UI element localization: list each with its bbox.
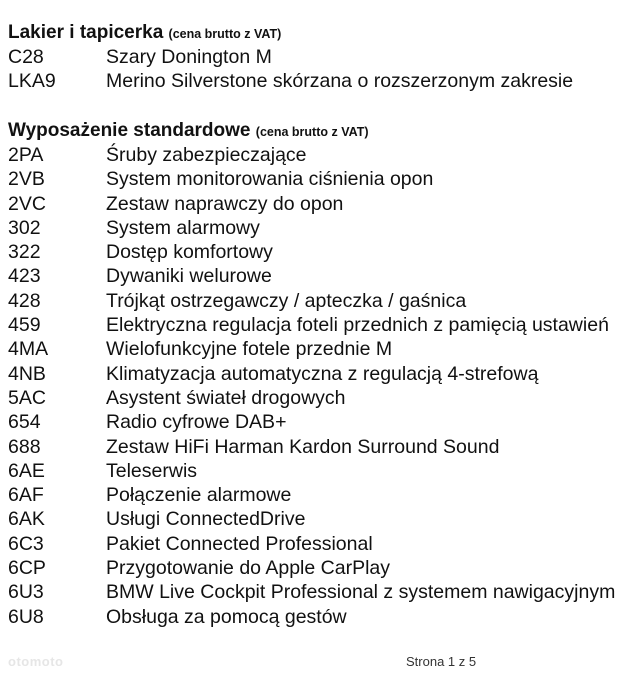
option-row — [8, 556, 629, 580]
option-description: Obsługa za pomocą gestów — [106, 605, 347, 628]
section-title: Lakier i tapicerka (cena brutto z VAT) — [8, 22, 282, 43]
option-description: Pakiet Connected Professional — [106, 532, 373, 555]
option-description: BMW Live Cockpit Professional z systemem nawigacyjnym — [106, 581, 616, 604]
option-row — [8, 313, 629, 337]
section-title: Wyposażenie standardowe (cena brutto z VAT) — [8, 120, 369, 141]
option-row — [8, 69, 629, 93]
option-code: 459 — [8, 314, 41, 337]
option-row — [8, 435, 629, 459]
option-row — [8, 167, 629, 191]
option-row — [8, 289, 629, 313]
option-code: 302 — [8, 216, 41, 239]
option-row — [8, 143, 629, 167]
paint-upholstery-section — [8, 22, 629, 94]
page-footer — [0, 653, 629, 671]
option-description: Elektryczna regulacja foteli przednich z pamięcią ustawień — [106, 314, 609, 337]
option-description: Zestaw naprawczy do opon — [106, 192, 344, 215]
option-code: 2VB — [8, 168, 45, 191]
option-code: 5AC — [8, 386, 46, 409]
option-description: Śruby zabezpieczające — [106, 144, 307, 166]
option-code: 6AE — [8, 459, 45, 482]
price-note: (cena brutto z VAT) — [168, 27, 282, 41]
option-code: 6AK — [8, 508, 45, 531]
option-row — [8, 45, 629, 69]
option-description: Zestaw HiFi Harman Kardon Surround Sound — [106, 435, 500, 458]
option-description: Asystent świateł drogowych — [106, 386, 346, 409]
option-description: Trójkąt ostrzegawczy / apteczka / gaśnica — [106, 289, 467, 312]
option-row — [8, 386, 629, 410]
option-list — [8, 45, 629, 94]
option-code: 654 — [8, 411, 41, 434]
option-description: Połączenie alarmowe — [106, 484, 292, 507]
option-code: 4NB — [8, 362, 46, 385]
option-code: 428 — [8, 289, 41, 312]
option-row — [8, 507, 629, 531]
option-code: 688 — [8, 435, 41, 458]
option-description: Wielofunkcyjne fotele przednie M — [106, 338, 393, 361]
option-description: Merino Silverstone skórzana o rozszerzonym zakresie — [106, 70, 574, 93]
option-code: 6U8 — [8, 605, 44, 628]
option-description: Klimatyzacja automatyczna z regulacją 4-strefową — [106, 362, 539, 385]
option-description: Usługi ConnectedDrive — [106, 508, 306, 531]
option-code: 2VC — [8, 192, 46, 215]
option-row — [8, 459, 629, 483]
page-number: Strona 1 z 5 — [406, 654, 477, 669]
option-code: 4MA — [8, 338, 49, 361]
previous-page-text-fragment — [0, 0, 629, 6]
option-description: Radio cyfrowe DAB+ — [106, 411, 287, 434]
option-row — [8, 580, 629, 604]
price-note: (cena brutto z VAT) — [255, 125, 369, 139]
option-code: 322 — [8, 241, 41, 264]
option-row — [8, 240, 629, 264]
option-row — [8, 362, 629, 386]
option-description: Teleserwis — [106, 459, 198, 482]
option-code: 6C3 — [8, 532, 44, 555]
option-description: Przygotowanie do Apple CarPlay — [106, 557, 390, 580]
option-description: Dywaniki welurowe — [106, 265, 272, 288]
option-row — [8, 337, 629, 361]
option-code: 2PA — [8, 144, 44, 166]
option-code: 6U3 — [8, 581, 44, 604]
option-description: Dostęp komfortowy — [106, 241, 273, 264]
option-code: 423 — [8, 265, 41, 288]
watermark-logo: otomoto — [8, 654, 64, 669]
option-row — [8, 532, 629, 556]
option-row — [8, 192, 629, 216]
option-list — [8, 143, 629, 629]
option-row — [8, 216, 629, 240]
option-description: Szary Donington M — [106, 46, 272, 68]
option-description: System monitorowania ciśnienia opon — [106, 168, 434, 191]
option-row — [8, 264, 629, 288]
option-row — [8, 483, 629, 507]
option-code: 6AF — [8, 484, 44, 507]
standard-equipment-section — [8, 120, 629, 629]
option-code: C28 — [8, 46, 44, 68]
option-description: System alarmowy — [106, 216, 260, 239]
option-row — [8, 410, 629, 434]
option-code: 6CP — [8, 557, 46, 580]
option-row — [8, 605, 629, 629]
option-code: LKA9 — [8, 70, 56, 93]
